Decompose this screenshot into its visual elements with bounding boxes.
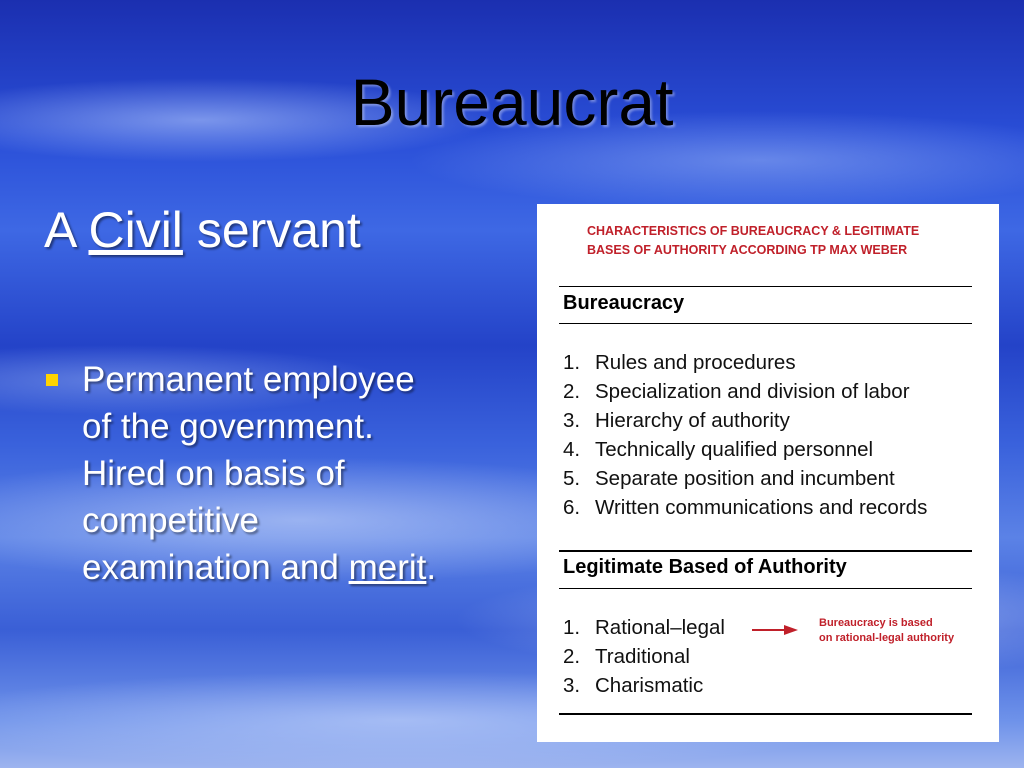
list-text: Written communications and records [595,496,928,519]
list-text: Traditional [595,645,690,668]
list-number: 2. [563,380,581,403]
list-item [563,464,927,493]
list-text: Rules and procedures [595,351,796,374]
section-label-authority: Legitimate Based of Authority [563,556,847,578]
slide-title: Bureaucrat [350,65,674,139]
list-number: 4. [563,438,581,461]
list-number: 6. [563,496,581,519]
square-bullet-icon [46,374,58,386]
list-text: Specialization and division of labor [595,380,910,403]
authority-list [563,613,725,700]
list-number: 3. [563,409,581,432]
list-item [563,406,927,435]
divider [559,323,972,324]
list-text: Separate position and incumbent [595,467,895,490]
list-number: 1. [563,351,581,374]
list-text: Charismatic [595,674,704,697]
list-item [563,613,725,642]
note-line: Bureaucracy is based [819,617,933,629]
list-item [563,671,725,700]
weber-characteristics-panel [537,204,999,742]
bullet-underlined-word: merit [348,548,427,587]
list-text: Hierarchy of authority [595,409,790,432]
list-item [563,377,927,406]
divider [559,286,972,287]
divider [559,713,972,715]
bullet-line: Hired on basis of [82,454,345,493]
list-number: 3. [563,674,581,697]
bullet-last-prefix: examination and [82,548,349,587]
divider [559,550,972,552]
list-text: Technically qualified personnel [595,438,874,461]
slide-subtitle [44,200,361,260]
section-label-bureaucracy: Bureaucracy [563,292,685,314]
list-item [563,348,927,377]
subtitle-suffix: servant [182,202,361,258]
list-number: 1. [563,616,581,639]
subtitle-underlined-word: Civil [88,202,183,258]
list-text: Rational–legal [595,616,725,639]
list-item [563,642,725,671]
bullet-line: competitive [82,501,260,540]
bullet-line: of the government. [82,407,374,446]
panel-heading-line: CHARACTERISTICS OF BUREAUCRACY & LEGITIMATE [587,224,920,238]
bureaucracy-list [563,348,927,522]
arrow-right-icon [752,624,798,636]
list-number: 2. [563,645,581,668]
bullet-last-suffix: . [426,548,437,587]
panel-heading-line: BASES OF AUTHORITY ACCORDING TP MAX WEBER [587,243,908,257]
bullet-line-last [82,544,436,591]
list-item [563,493,927,522]
divider [559,588,972,589]
subtitle-prefix: A [44,202,89,258]
list-number: 5. [563,467,581,490]
panel-heading [587,222,987,260]
note-line: on rational-legal authority [819,632,955,644]
bullet-item [46,356,516,591]
bullet-line: Permanent employee [82,360,415,399]
authority-note [819,616,954,646]
bullet-text [82,356,436,591]
list-item [563,435,927,464]
